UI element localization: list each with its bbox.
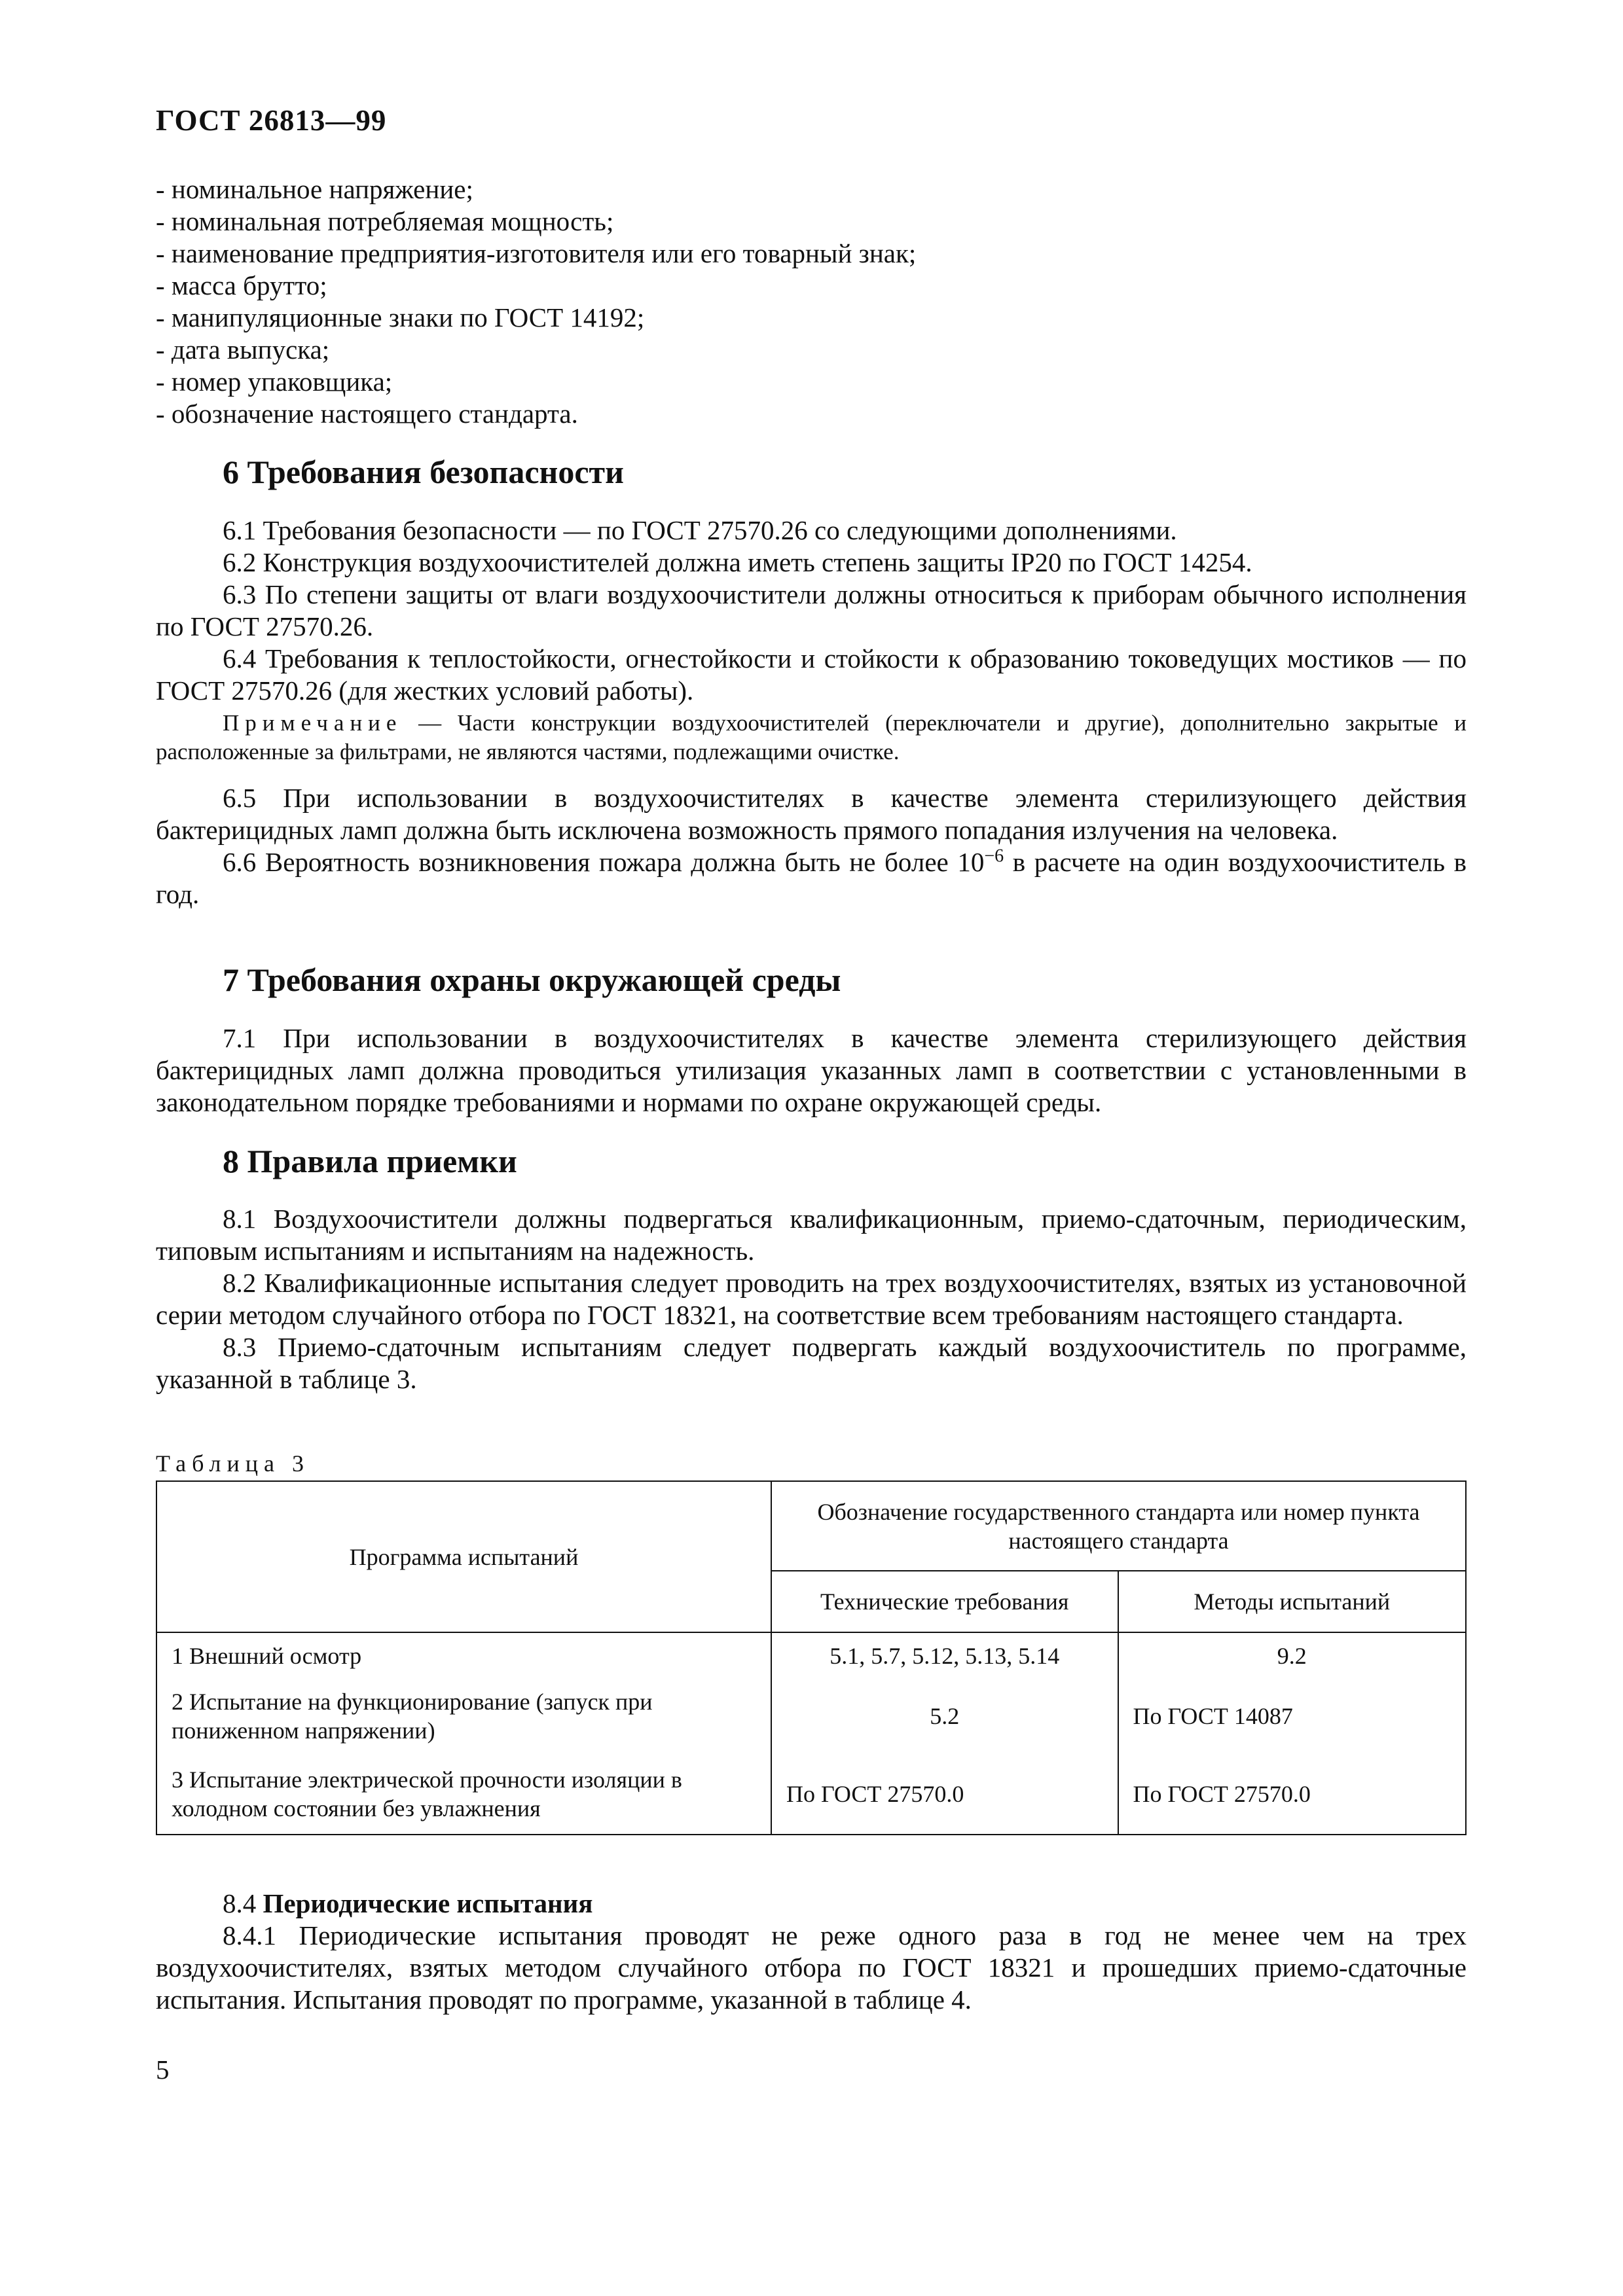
- header-test-methods: Методы испытаний: [1118, 1571, 1466, 1632]
- exponent: −6: [984, 846, 1004, 867]
- cell-program: 1 Внешний осмотр: [156, 1632, 771, 1678]
- table-row: [156, 1753, 1466, 1835]
- paragraph-7-1: 7.1 При использовании в воздухоочистителях в качестве элемента стерилизующего действия бактерицидных ламп должна проводиться утилизация указанных ламп в соответствии с установленными в законодательном порядке требованиями и нормами по охране окружающей среды.: [156, 1023, 1467, 1117]
- header-program: Программа испытаний: [156, 1481, 771, 1632]
- list-item: - масса брутто;: [156, 270, 327, 300]
- paragraph-6-5: 6.5 При использовании в воздухоочистителях в качестве элемента стерилизующего действия бактерицидных ламп должна быть исключена возможность прямого попадания излучения на человека.: [156, 783, 1467, 845]
- section-8-4: [156, 1888, 1467, 2016]
- table-caption: Таблица 3: [156, 1450, 310, 1477]
- paragraph-6-6-text: 6.6 Вероятность возникновения пожара должна быть не более 10: [223, 847, 985, 877]
- paragraph-8-1: 8.1 Воздухоочистители должны подвергаться квалификационным, приемо-сдаточным, периодическим, типовым испытаниям и испытаниям на надежность.: [156, 1204, 1467, 1266]
- header-standard-group: Обозначение государственного стандарта или номер пункта настоящего стандарта: [771, 1481, 1466, 1571]
- paragraph-6-6: [156, 846, 1467, 910]
- list-item: - обозначение настоящего стандарта.: [156, 399, 578, 429]
- section-7-paragraphs: [156, 1022, 1467, 1119]
- paragraph-6-6-text-end: в расчете на один воздухоочиститель в год.: [156, 847, 1467, 909]
- list-item: - номинальное напряжение;: [156, 174, 473, 204]
- table-header-row: [156, 1481, 1466, 1571]
- paragraph-6-2: 6.2 Конструкция воздухоочистителей должна иметь степень защиты IP20 по ГОСТ 14254.: [223, 547, 1252, 577]
- paragraph-6-1: 6.1 Требования безопасности — по ГОСТ 27570.26 со следующими дополнениями.: [223, 515, 1177, 545]
- paragraph-6-3: 6.3 По степени защиты от влаги воздухоочистители должны относиться к приборам обычного исполнения по ГОСТ 27570.26.: [156, 579, 1467, 641]
- cell-program: 2 Испытание на функционирование (запуск при пониженном напряжении): [156, 1678, 771, 1753]
- subsection-number: 8.4: [223, 1888, 263, 1918]
- marking-list: [156, 173, 1467, 430]
- section-8-paragraphs: [156, 1203, 1467, 1395]
- section-6-title: 6 Требования безопасности: [223, 454, 624, 490]
- cell-program: 3 Испытание электрической прочности изоляции в холодном состоянии без увлажнения: [156, 1753, 771, 1835]
- section-8-title: 8 Правила приемки: [223, 1143, 517, 1179]
- paragraph-8-4-1: 8.4.1 Периодические испытания проводят не реже одного раза в год не менее чем на трех воздухоочистителях, взятых методом случайного отбора по ГОСТ 18321 и прошедших приемо-сдаточные испытания. Испытания проводят по программе, указанной в таблице 4.: [156, 1920, 1467, 2015]
- section-6-paragraphs-continued: [156, 782, 1467, 910]
- list-item: - наименование предприятия-изготовителя или его товарный знак;: [156, 238, 917, 268]
- paragraph-8-3: 8.3 Приемо-сдаточным испытаниям следует подвергать каждый воздухоочиститель по программе, указанной в таблице 3.: [156, 1332, 1467, 1394]
- list-item: - манипуляционные знаки по ГОСТ 14192;: [156, 302, 645, 332]
- note-text: — Части конструкции воздухоочистителей (переключатели и другие), дополнительно закрытые и расположенные за фильтрами, не являются частями, подлежащими очистке.: [156, 710, 1467, 764]
- header-tech-requirements: Технические требования: [771, 1571, 1118, 1632]
- list-item: - номинальная потребляемая мощность;: [156, 206, 614, 236]
- table-3: [156, 1480, 1467, 1835]
- paragraph-6-4: 6.4 Требования к теплостойкости, огнестойкости и стойкости к образованию токоведущих мостиков — по ГОСТ 27570.26 (для жестких условий работы).: [156, 643, 1467, 706]
- document-code-header: ГОСТ 26813—99: [156, 104, 387, 137]
- cell-methods: По ГОСТ 14087: [1118, 1678, 1466, 1753]
- cell-methods: 9.2: [1118, 1632, 1466, 1678]
- subsection-title: Периодические испытания: [263, 1888, 593, 1918]
- page-number: 5: [156, 2054, 170, 2085]
- cell-tech: 5.2: [771, 1678, 1118, 1753]
- table-row: [156, 1632, 1466, 1678]
- cell-tech: По ГОСТ 27570.0: [771, 1753, 1118, 1835]
- cell-tech: 5.1, 5.7, 5.12, 5.13, 5.14: [771, 1632, 1118, 1678]
- section-7-title: 7 Требования охраны окружающей среды: [223, 961, 841, 998]
- list-item: - номер упаковщика;: [156, 367, 393, 397]
- section-6-paragraphs: [156, 514, 1467, 707]
- paragraph-8-2: 8.2 Квалификационные испытания следует проводить на трех воздухоочистителях, взятых из установочной серии методом случайного отбора по ГОСТ 18321, на соответствие всем требованиям настоящего стандарта.: [156, 1268, 1467, 1330]
- subsection-8-4-heading: [156, 1888, 1467, 1920]
- cell-methods: По ГОСТ 27570.0: [1118, 1753, 1466, 1835]
- table-row: [156, 1678, 1466, 1753]
- note-label: Примечание: [223, 710, 403, 736]
- note: [156, 709, 1467, 766]
- list-item: - дата выпуска;: [156, 334, 330, 365]
